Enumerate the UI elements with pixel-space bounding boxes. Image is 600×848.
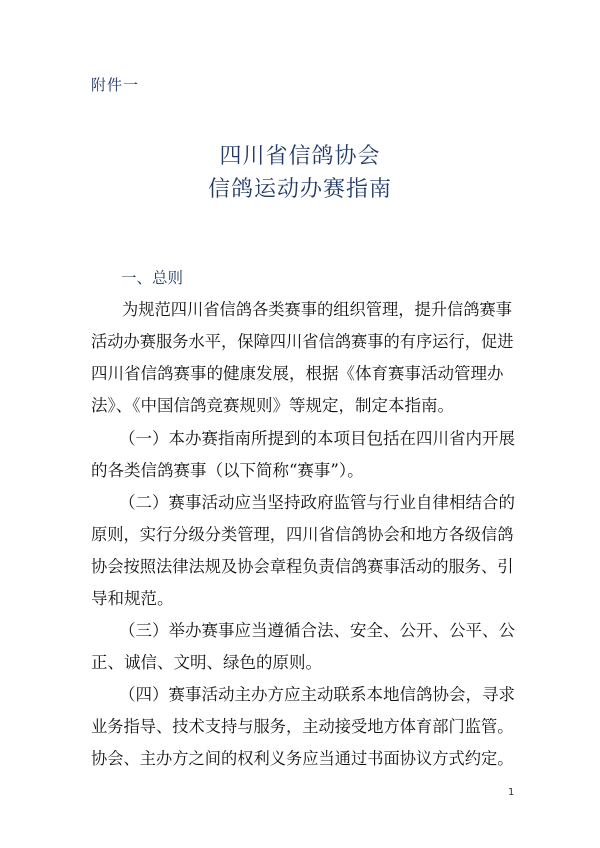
body-line: 活动办赛服务水平，保障四川省信鸽赛事的有序运行，促进 xyxy=(91,332,514,351)
page-number: 1 xyxy=(508,787,515,798)
body-line: （四）赛事活动主办方应主动联系本地信鸽协会，寻求 xyxy=(119,685,515,704)
body-line: 协会按照法律法规及协会章程负责信鸽赛事活动的服务、引 xyxy=(91,557,514,576)
attachment-label: 附件一 xyxy=(91,76,140,94)
body-line: 为规范四川省信鸽各类赛事的组织管理，提升信鸽赛事 xyxy=(122,300,512,319)
body-line: （二）赛事活动应当坚持政府监管与行业自律相结合的 xyxy=(119,493,515,512)
body-line: （三）举办赛事应当遵循合法、安全、公开、公平、公 xyxy=(119,621,515,640)
body-line: 原则，实行分级分类管理，四川省信鸽协会和地方各级信鸽 xyxy=(91,525,514,544)
body-line: 业务指导、技术支持与服务，主动接受地方体育部门监管。 xyxy=(91,717,514,736)
body-line: 协会、主办方之间的权利义务应当通过书面协议方式约定。 xyxy=(91,749,514,768)
title-line-1: 四川省信鸽协会 xyxy=(219,144,381,169)
body-line: 的各类信鸽赛事（以下简称“赛事”）。 xyxy=(91,461,364,480)
body-line: 正、诚信、文明、绿色的原则。 xyxy=(91,653,322,672)
body-line: 导和规范。 xyxy=(91,589,174,608)
body-line: 法》、《中国信鸽竞赛规则》等规定，制定本指南。 xyxy=(91,396,454,415)
body-line: 四川省信鸽赛事的健康发展，根据《体育赛事活动管理办 xyxy=(91,364,504,383)
title-line-2: 信鸽运动办赛指南 xyxy=(207,177,392,202)
section-heading: 一、总则 xyxy=(121,269,184,287)
body-line: （一）本办赛指南所提到的本项目包括在四川省内开展 xyxy=(119,429,515,448)
